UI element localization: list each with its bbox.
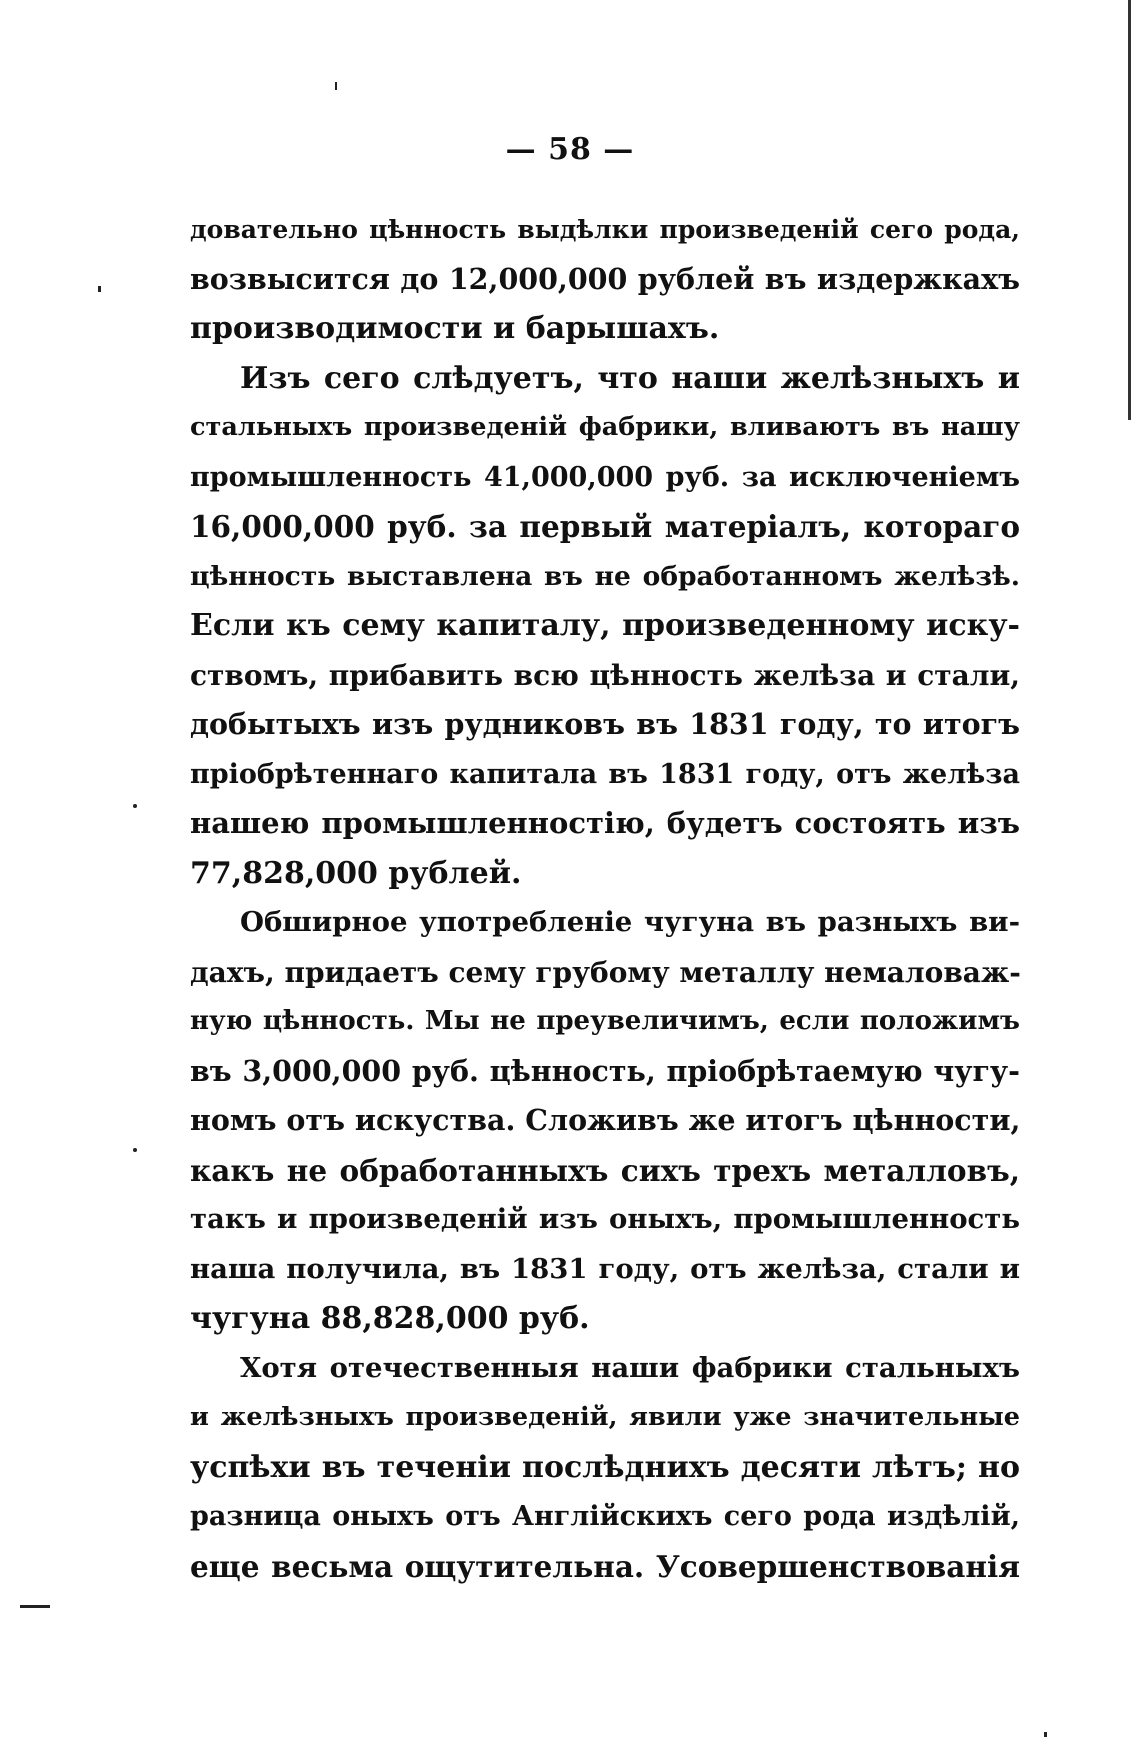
text-line: 77,828,000 рублей.: [190, 855, 522, 891]
text-line: такъ и произведеній изъ оныхъ, промышленность: [190, 1203, 1020, 1235]
text-line: пріобрѣтеннаго капитала въ 1831 году, отъ желѣза: [190, 758, 1020, 790]
text-line: успѣхи въ теченіи послѣднихъ десяти лѣтъ; но: [190, 1449, 1020, 1485]
text-line: производимости и барышахъ.: [190, 311, 720, 346]
paragraph-start-line: Обширное употребленіе чугуна въ разныхъ ви-: [240, 906, 1020, 938]
text-line: дахъ, придаетъ сему грубому металлу немаловаж-: [190, 955, 1021, 989]
text-line: промышленность 41,000,000 руб. за исключеніемъ: [190, 461, 1020, 493]
text-line: возвысится до 12,000,000 рублей въ издержкахъ: [190, 261, 1020, 296]
scan-mark-dash: [20, 1605, 50, 1608]
paragraph-start-line: Изъ сего слѣдуетъ, что наши желѣзныхъ и: [240, 360, 1020, 396]
text-line: чугуна 88,828,000 руб.: [190, 1301, 590, 1336]
text-line: и желѣзныхъ произведеній, явили уже значительные: [190, 1402, 1020, 1432]
scan-speck: [98, 286, 101, 292]
text-line: разница оныхъ отъ Англійскихъ сего рода издѣлій,: [190, 1501, 1020, 1532]
text-line: въ 3,000,000 руб. цѣнность, пріобрѣтаемую чугу-: [190, 1053, 1020, 1088]
text-line: еще весьма ощутительна. Усовершенствованія: [190, 1548, 1020, 1584]
page-number: — 58 —: [505, 132, 635, 167]
text-line: ную цѣнность. Мы не преувеличимъ, если положимъ: [190, 1006, 1020, 1036]
text-line: нашею промышленностію, будетъ состоять изъ: [190, 806, 1020, 840]
body-text: [190, 205, 1020, 1591]
text-line: наша получила, въ 1831 году, отъ желѣза, стали и: [190, 1252, 1020, 1285]
paragraph-start-line: Хотя отечественныя наши фабрики стальныхъ: [240, 1351, 1020, 1384]
text-line: добытыхъ изъ рудниковъ въ 1831 году, то итогъ: [190, 707, 1020, 741]
text-line: стальныхъ произведеній фабрики, вливаютъ въ нашу: [190, 412, 1020, 442]
scan-speck: [335, 82, 337, 90]
text-line: номъ отъ искуства. Сложивъ же итогъ цѣнности,: [190, 1103, 1021, 1137]
text-line: 16,000,000 руб. за первый матеріалъ, котораго: [190, 509, 1020, 544]
text-line: какъ не обработанныхъ сихъ трехъ металловъ,: [190, 1152, 1020, 1188]
text-line: ствомъ, прибавить всю цѣнность желѣза и стали,: [190, 658, 1020, 692]
scan-speck: [133, 804, 137, 808]
scan-speck: [133, 1148, 137, 1152]
text-line: Если къ сему капиталу, произведенному иску-: [190, 608, 1020, 643]
text-line: цѣнность выставлена въ не обработанномъ желѣзѣ.: [190, 560, 1020, 592]
scan-edge-line: [1128, 0, 1131, 420]
scan-speck: [1044, 1732, 1047, 1737]
text-line: довательно цѣнность выдѣлки произведеній сего рода,: [190, 215, 1020, 244]
